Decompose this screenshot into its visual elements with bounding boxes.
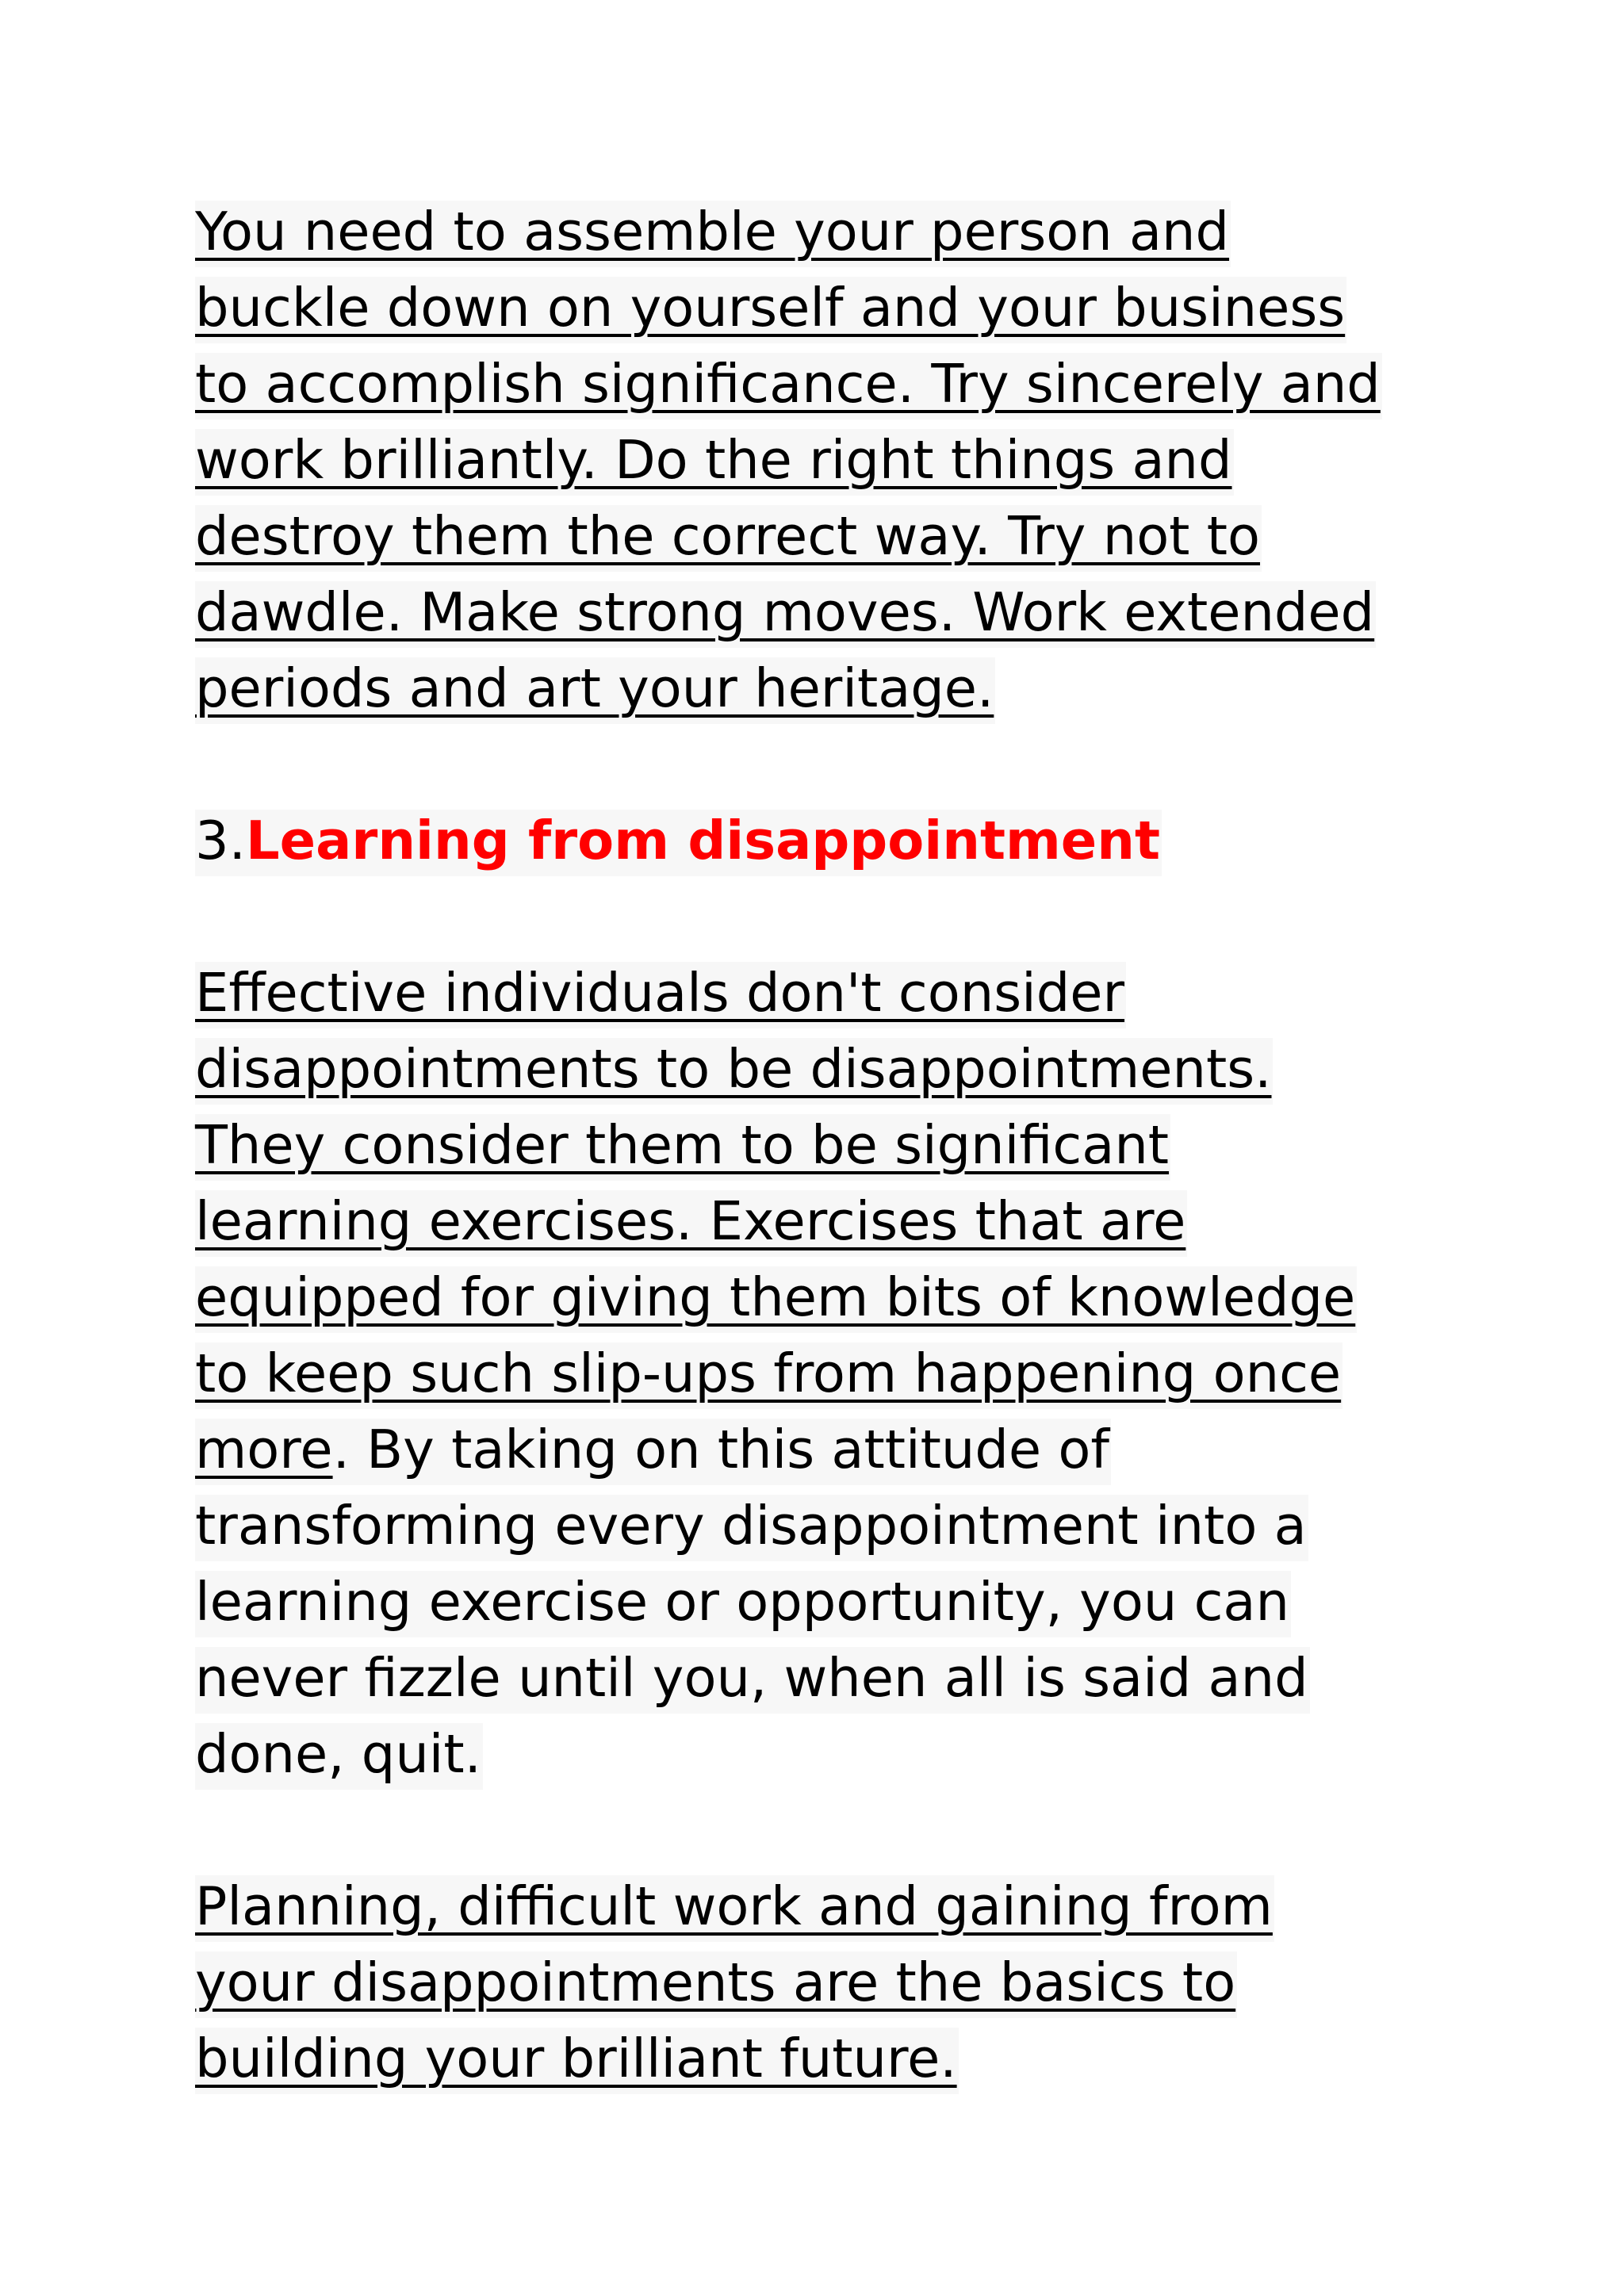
paragraph-line: learning exercise or opportunity, you can [195,1564,1496,1640]
paragraph-line: Effective individuals don't consider [195,955,1496,1031]
section-heading [195,802,1496,879]
page-content [195,193,1496,2097]
mixed-line-highlight: more. By taking on this attitude of [195,1419,1111,1485]
paragraph-line: disappointments to be disappointments. [195,1031,1496,1107]
spacer [195,879,1496,955]
paragraph-line: buckle down on yourself and your business [195,270,1496,346]
heading-highlight [195,810,1162,876]
heading-number: 3. [195,810,246,871]
paragraph-line: learning exercises. Exercises that are [195,1183,1496,1259]
paragraph-conclusion [195,1868,1496,2097]
paragraph-line: building your brilliant future. [195,2020,1496,2097]
spacer [195,1792,1496,1868]
paragraph-line: They consider them to be significant [195,1107,1496,1183]
paragraph-line: your disappointments are the basics to [195,1944,1496,2020]
paragraph-assemble [195,193,1496,726]
paragraph-line [195,1411,1496,1488]
paragraph-disappointments [195,955,1496,1792]
paragraph-line: to keep such slip-ups from happening once [195,1335,1496,1411]
paragraph-line: You need to assemble your person and [195,193,1496,270]
paragraph-line: destroy them the correct way. Try not to [195,498,1496,574]
paragraph-line: work brilliantly. Do the right things and [195,422,1496,498]
paragraph-line: transforming every disappointment into a [195,1488,1496,1564]
paragraph-line: periods and art your heritage. [195,650,1496,726]
spacer [195,726,1496,802]
heading-title: Learning from disappointment [245,810,1160,871]
paragraph-line: Planning, difficult work and gaining from [195,1868,1496,1944]
paragraph-line: equipped for giving them bits of knowledge [195,1259,1496,1335]
paragraph-line: dawdle. Make strong moves. Work extended [195,574,1496,650]
paragraph-line: done, quit. [195,1716,1496,1792]
paragraph-line: to accomplish significance. Try sincerely and [195,346,1496,422]
paragraph-line: never fizzle until you, when all is said and [195,1640,1496,1716]
